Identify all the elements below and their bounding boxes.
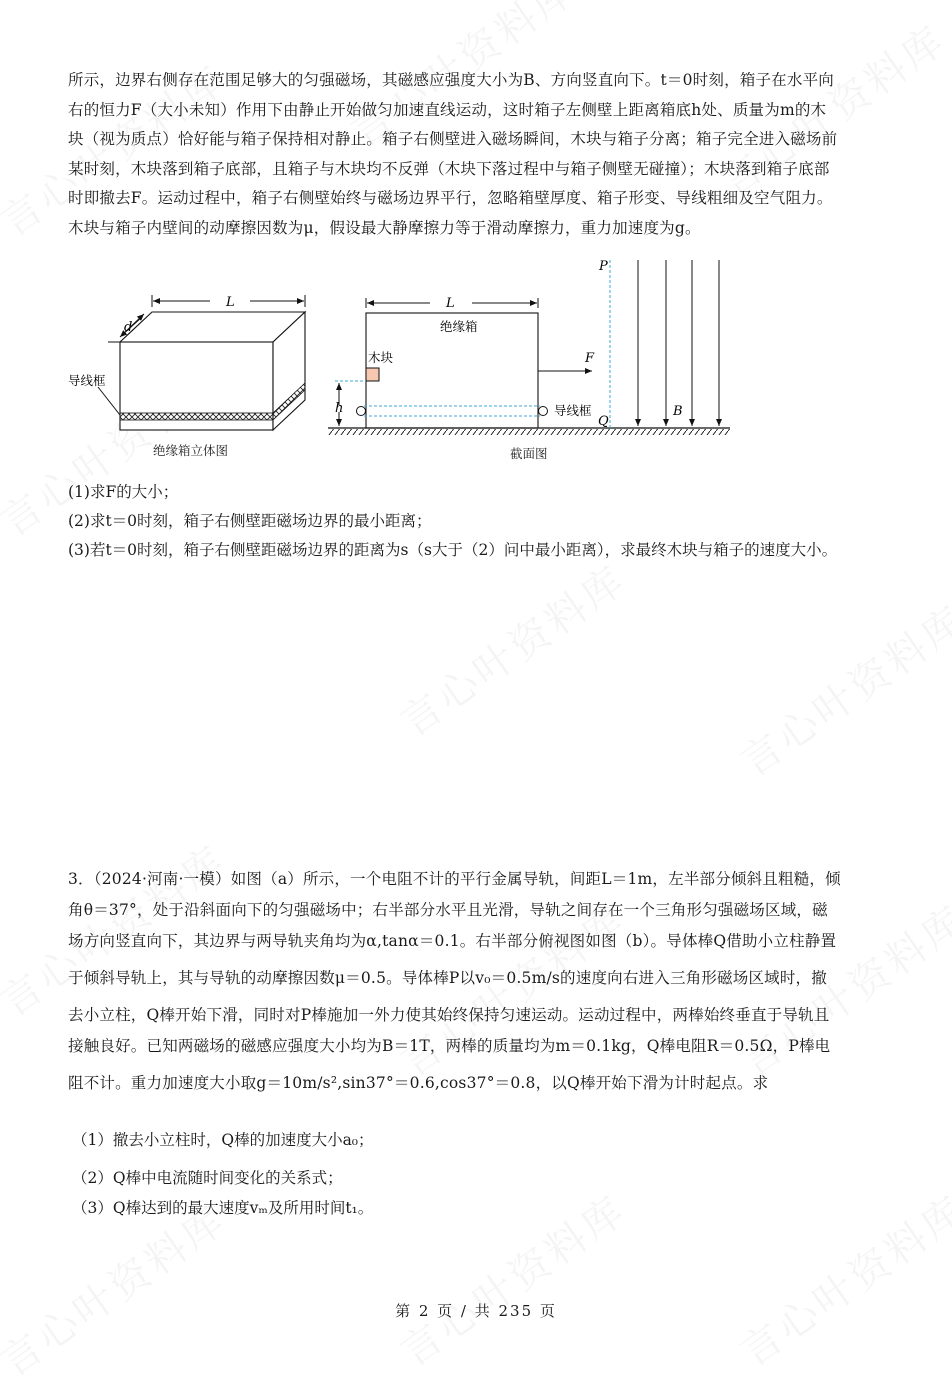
problem3-question-1: （1）撤去小立柱时，Q棒的加速度大小a₀； [72,1131,374,1149]
problem3-line: 接触良好。已知两磁场的磁感应强度大小均为B＝1T，两棒的质量均为m＝0.1kg，Q棒电阻R＝0.5Ω，P棒电 [68,1037,831,1055]
problem3-body [68,864,888,1099]
problem2-line: 右的恒力F（大小未知）作用下由静止开始做匀加速直线运动，这时箱子左侧壁上距离箱底h处、质量为m的木 [68,100,827,119]
problem3-question-3: （3）Q棒达到的最大速度vₘ及所用时间t₁。 [72,1199,374,1217]
boundary-bottom-label: Q [598,414,609,429]
box-3d-diagram [60,255,320,465]
problem2-line: 块（视为质点）恰好能与箱子保持相对静止。箱子右侧壁进入磁场瞬间，木块与箱子分离；箱子完全进入磁场前 [68,130,838,148]
boundary-top-label: P [599,259,608,274]
field-label: B [673,404,683,419]
problem2-line: 某时刻，木块落到箱子底部，且箱子与木块均不反弹（木块下落过程中与箱子侧壁无碰撞）；木块落到箱子底部 [68,159,830,178]
figure-3d-caption: 绝缘箱立体图 [153,443,229,458]
problem2-question-1: (1)求F的大小； [68,483,179,501]
problem2-line: 所示，边界右侧存在范围足够大的匀强磁场，其磁感应强度大小为B、方向竖直向下。t＝0时刻，箱子在水平向 [68,71,834,89]
problem2-question-2: (2)求t＝0时刻，箱子右侧壁距磁场边界的最小距离； [68,512,432,530]
section-diagram [320,255,740,440]
figure-section-caption: 截面图 [510,446,548,461]
problem2-body [68,66,888,243]
problem3-question-2: （2）Q棒中电流随时间变化的关系式； [72,1169,343,1187]
force-label: F [585,351,595,366]
box-label: 绝缘箱 [440,319,478,334]
block-label: 木块 [368,350,394,365]
problem3-line: 去小立柱，Q棒开始下滑，同时对P棒施加一外力使其始终保持匀速运动。运动过程中，两棒始终垂直于导轨且 [68,1006,830,1024]
problem3-line: 3．（2024·河南·一模）如图（a）所示，一个电阻不计的平行金属导轨，间距L＝1m，左半部分倾斜且粗糙，倾 [68,870,841,888]
section-wire-frame-label: 导线框 [554,403,592,418]
figure-3d-box [60,255,320,465]
section-dim-L-label: L [446,296,455,311]
problem3-line: 于倾斜导轨上，其与导轨的动摩擦因数μ＝0.5。导体棒P以v₀＝0.5m/s的速度向右进入三角形磁场区域时，撤 [68,969,827,987]
figure-section [320,255,740,440]
problem2-line: 时即撤去F。运动过程中，箱子右侧壁始终与磁场边界平行，忽略箱壁厚度、箱子形变、导线粗细及空气阻力。 [68,189,833,207]
height-label: h [335,401,344,416]
problem2-line: 木块与箱子内壁间的动摩擦因数为μ，假设最大静摩擦力等于滑动摩擦力，重力加速度为g。 [68,218,701,237]
problem2-question-3: (3)若t＝0时刻，箱子右侧壁距磁场边界的距离为s（s大于（2）问中最小距离），求最终木块与箱子的速度大小。 [68,541,838,559]
dim-L-label: L [226,295,235,310]
problem3-line: 阻不计。重力加速度大小取g＝10m/s²,sin37°＝0.6,cos37°＝0.8，以Q棒开始下滑为计时起点。求 [68,1074,769,1092]
dim-d-label: d [124,320,133,335]
problem3-line: 场方向竖直向下，其边界与两导轨夹角均为α,tanα＝0.1。右半部分俯视图如图（b）。导体棒Q借助小立柱静置 [68,932,837,950]
page-number: 第 2 页 / 共 235 页 [395,1302,557,1320]
wire-frame-label: 导线框 [68,373,106,388]
problem3-line: 角θ＝37°，处于沿斜面向下的匀强磁场中；右半部分水平且光滑，导轨之间存在一个三角形匀强磁场区域，磁 [68,901,828,919]
